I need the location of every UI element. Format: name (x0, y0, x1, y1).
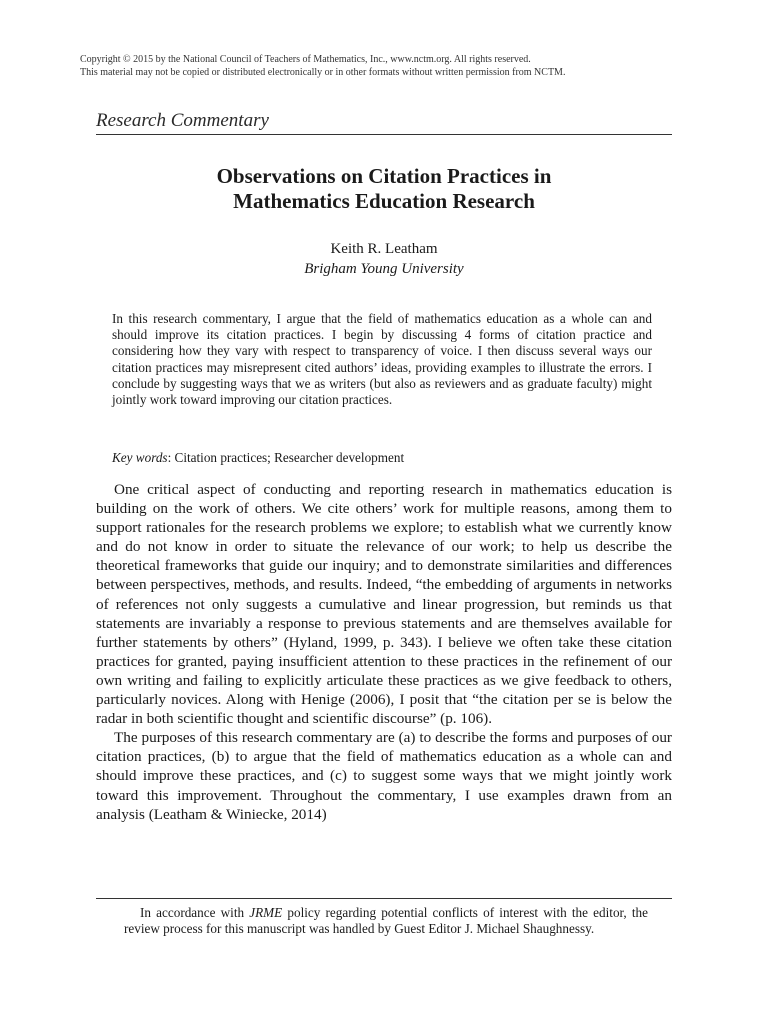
author-affiliation: Brigham Young University (304, 261, 464, 277)
copyright-line-1: Copyright © 2015 by the National Council of Teachers of Mathematics, Inc., www.nctm.org. All rights reserved. (80, 54, 531, 65)
copyright-line-2: This material may not be copied or distributed electronically or in other formats without written permission from NCTM. (80, 67, 566, 78)
footnote (124, 905, 648, 937)
footnote-divider (96, 898, 672, 899)
article-title (96, 164, 672, 214)
footnote-prefix: In accordance with (140, 905, 250, 920)
keywords-text: Citation practices; Researcher development (174, 450, 405, 465)
footnote-text: policy regarding potential conflicts of interest with the editor, the review process for this manuscript was handled by Guest Editor J. Michael Shaughnessy. (124, 905, 648, 937)
body-paragraph-1: One critical aspect of conducting and reporting research in mathematics education is building on the work of others. We cite others’ work for multiple reasons, among them to support rationales for the research problems we explore; to establish what we currently know and do not know in order to situate the relevance of our work; to help us describe the theoretical frameworks that guide our inquiry; and to demonstrate similarities and differences between perspectives, methods, and results. Indeed, “the embedding of arguments in networks of references not only suggests a cumulative and linear progression, but reminds us that statements are invariably a response to previous statements and are themselves available for further statements by others” (Hyland, 1999, p. 343). I believe we often take these citation practices for granted, paying insufficient attention to these practices in the refinement of our own writing and failing to explicitly articulate these practices as we give feedback to others, particularly novices. Along with Henige (2006), I posit that “the citation per se is below the radar in both scientific thought and scientific discourse” (p. 106). (96, 481, 672, 728)
keywords-label: Key words (112, 450, 168, 465)
footnote-journal: JRME (249, 905, 283, 920)
abstract: In this research commentary, I argue that the field of mathematics education as a whole can and should improve its citation practices. I begin by discussing 4 forms of citation practice and considering how they vary with respect to transparency of voice. I then discuss several ways our citation practices may misrepresent cited authors’ ideas, providing examples to illustrate the errors. I conclude by suggesting ways that we as writers (but also as reviewers and as graduate faculty) might jointly work toward improving our citation practices. (112, 311, 652, 408)
keywords-separator: : (167, 450, 175, 465)
keywords (112, 450, 652, 466)
article-title-line-1: Observations on Citation Practices in (216, 164, 552, 188)
article-body (96, 480, 672, 824)
footnote-paragraph (124, 905, 648, 937)
copyright-notice (80, 53, 700, 79)
author-name: Keith R. Leatham (330, 241, 438, 257)
section-label: Research Commentary (96, 110, 269, 131)
section-divider (96, 134, 672, 135)
article-title-line-2: Mathematics Education Research (233, 189, 535, 213)
body-paragraph-2: The purposes of this research commentary are (a) to describe the forms and purposes of our citation practices, (b) to argue that the field of mathematics education as a whole can and should improve these practices, and (c) to suggest some ways that we might jointly work toward this improvement. Throughout the commentary, I use examples drawn from an analysis (Leatham & Winiecke, 2014) (96, 729, 672, 823)
